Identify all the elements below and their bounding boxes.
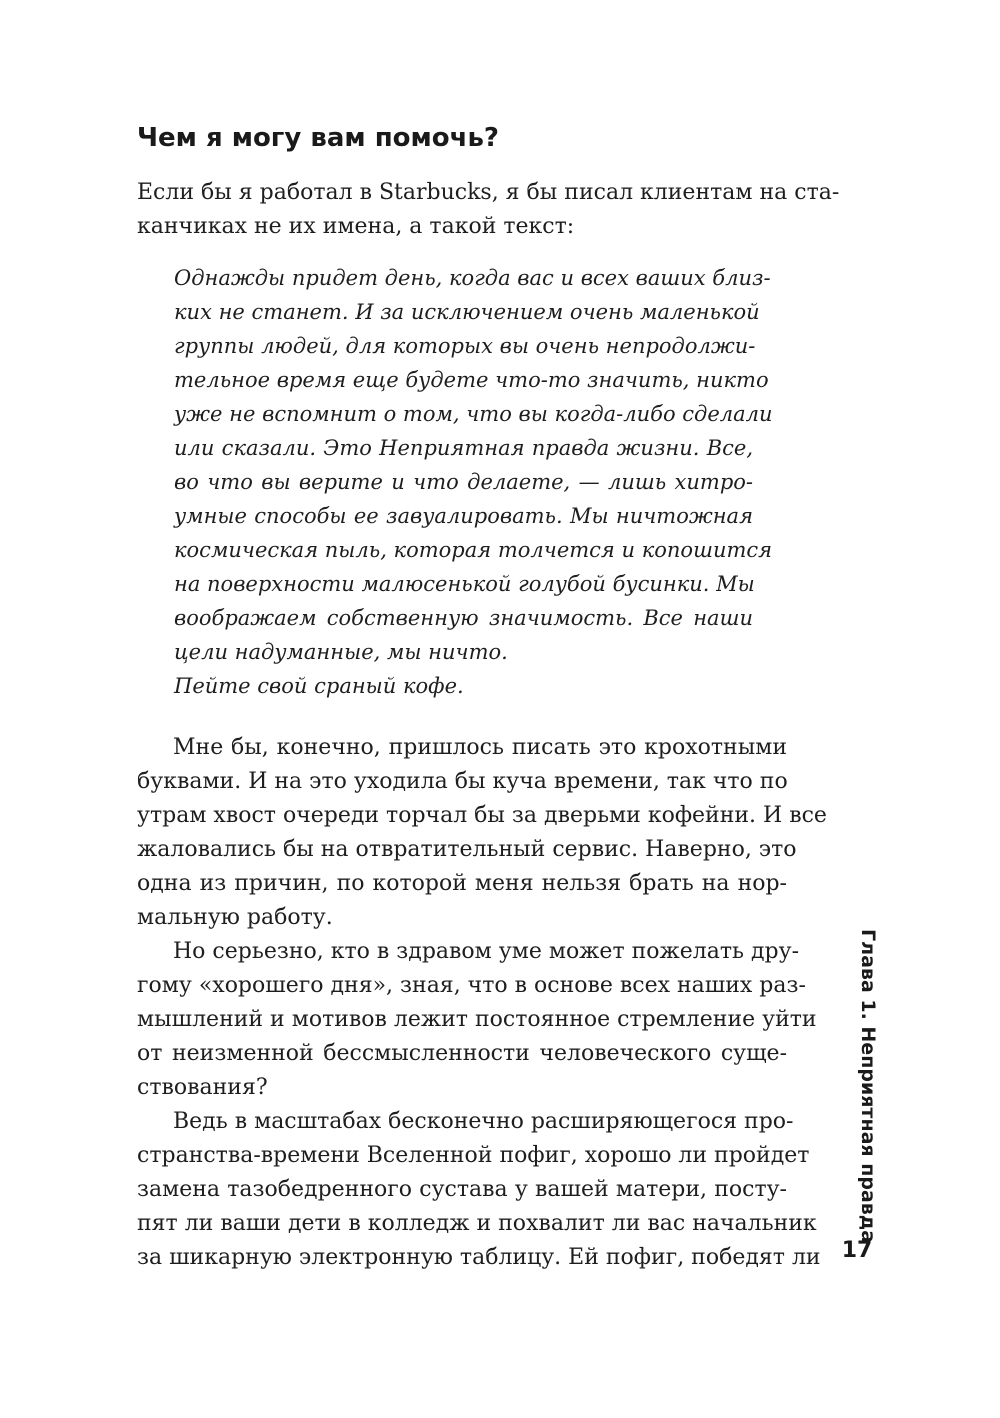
quote-line: на поверхности малюсенькой голубой бусинки. Мы: [174, 572, 755, 596]
text-line: от неизменной бессмысленности человеческого суще-: [137, 1041, 787, 1066]
text-line: мышлений и мотивов лежит постоянное стремление уйти: [137, 1007, 817, 1032]
text-line: Если бы я работал в Starbucks, я бы писал клиентам на ста-: [137, 180, 840, 205]
body-paragraph-2: [137, 935, 817, 1105]
quote-line: ких не станет. И за исключением очень маленькой: [174, 300, 760, 324]
text-line: жаловались бы на отвратительный сервис. Наверно, это: [137, 837, 797, 862]
text-line: замена тазобедренного сустава у вашей матери, посту-: [137, 1177, 787, 1202]
body-paragraph-3: [137, 1105, 821, 1275]
text-line: Ведь в масштабах бесконечно расширяющегося про-: [173, 1109, 794, 1134]
body-paragraph-1: [137, 731, 827, 935]
text-line: утрам хвост очереди торчал бы за дверьми кофейни. И все: [137, 803, 827, 828]
running-head-chapter-title: Глава 1. Неприятная правда: [857, 929, 879, 1243]
intro-paragraph: [137, 176, 840, 244]
text-line: буквами. И на это уходила бы куча времени, так что по: [137, 769, 788, 794]
section-heading: Чем я могу вам помочь?: [137, 123, 500, 153]
italic-quote-block: [174, 261, 773, 703]
quote-line: уже не вспомнит о том, что вы когда-либо сделали: [174, 402, 773, 426]
quote-line: во что вы верите и что делаете, — лишь хитро-: [174, 470, 753, 494]
text-line: канчиках не их имена, а такой текст:: [137, 214, 575, 239]
text-line: ствования?: [137, 1075, 268, 1100]
text-line: за шикарную электронную таблицу. Ей пофиг, победят ли: [137, 1245, 821, 1270]
quote-line: или сказали. Это Неприятная правда жизни. Все,: [174, 436, 753, 460]
quote-line: космическая пыль, которая толчется и копошится: [174, 538, 773, 562]
quote-line: Пейте свой сраный кофе.: [174, 674, 464, 698]
text-line: Мне бы, конечно, пришлось писать это крохотными: [173, 735, 787, 760]
quote-line: умные способы ее завуалировать. Мы ничтожная: [174, 504, 753, 528]
text-line: гому «хорошего дня», зная, что в основе всех наших раз-: [137, 973, 806, 998]
quote-line: тельное время еще будете что-то значить, никто: [174, 368, 769, 392]
text-line: одна из причин, по которой меня нельзя брать на нор-: [137, 871, 787, 896]
text-line: мальную работу.: [137, 905, 333, 930]
quote-line: цели надуманные, мы ничто.: [174, 640, 508, 664]
quote-line: воображаем собственную значимость. Все наши: [174, 606, 753, 630]
page-number: 17: [841, 1238, 873, 1263]
text-line: странства-времени Вселенной пофиг, хорошо ли пройдет: [137, 1143, 810, 1168]
quote-line: Однажды придет день, когда вас и всех ваших близ-: [174, 266, 771, 290]
quote-line: группы людей, для которых вы очень непродолжи-: [174, 334, 756, 358]
text-line: Но серьезно, кто в здравом уме может пожелать дру-: [173, 939, 800, 964]
text-line: пят ли ваши дети в колледж и похвалит ли вас начальник: [137, 1211, 817, 1236]
